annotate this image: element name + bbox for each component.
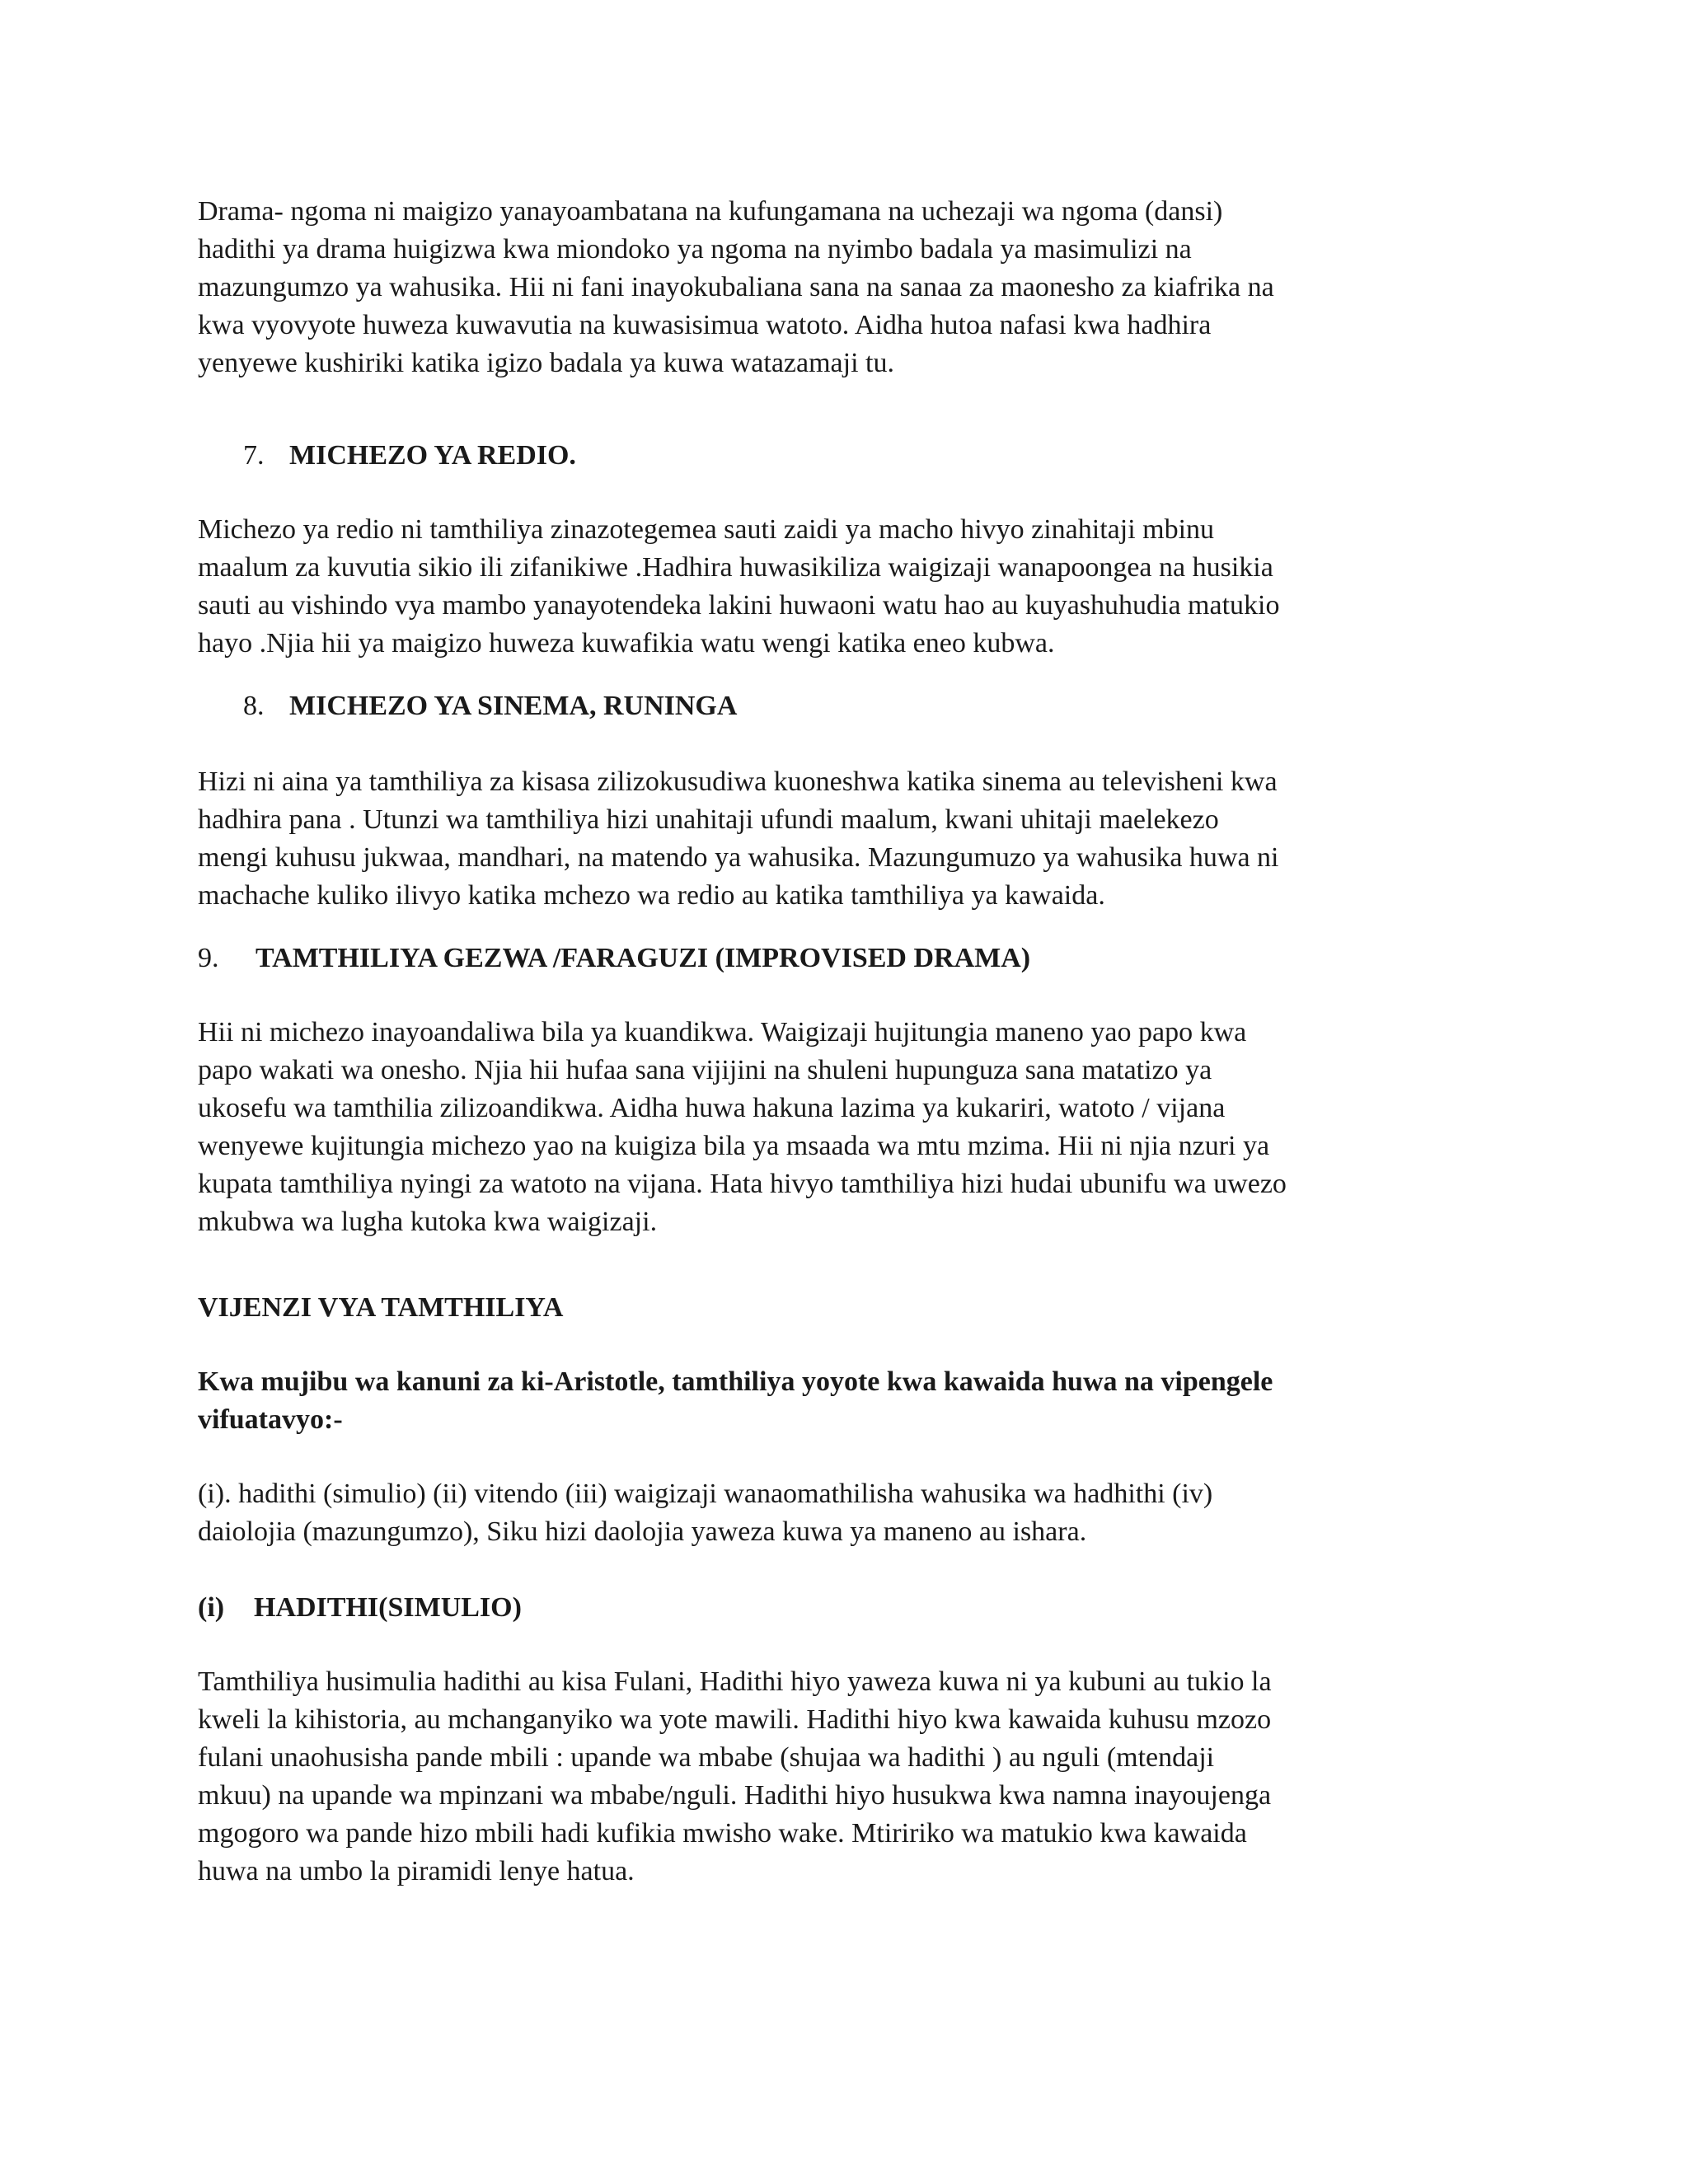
text-line: daiolojia (mazungumzo), Siku hizi daolojia yaweza kuwa ya maneno au ishara.: [198, 1516, 1087, 1547]
text-line: huwa na umbo la piramidi lenye hatua.: [198, 1856, 635, 1886]
paragraph-tamthiliya-gezwa: [198, 1014, 1287, 1241]
text-line: vifuatavyo:-: [198, 1404, 343, 1435]
text-line: Hii ni michezo inayoandaliwa bila ya kuandikwa. Waigizaji hujitungia maneno yao papo kwa: [198, 1017, 1247, 1047]
heading-vijenzi: [198, 1289, 563, 1327]
text-line: kwa vyovyote huweza kuwavutia na kuwasisimua watoto. Aidha hutoa nafasi kwa hadhira: [198, 310, 1212, 340]
text-line: mengi kuhusu jukwaa, mandhari, na matendo ya wahusika. Mazungumuzo ya wahusika huwa ni: [198, 842, 1279, 873]
section-title: HADITHI(SIMULIO): [254, 1592, 522, 1623]
paragraph-aristotle: [198, 1363, 1273, 1439]
text-line: Hizi ni aina ya tamthiliya za kisasa zilizokusudiwa kuoneshwa katika sinema au televisheni kwa: [198, 766, 1278, 797]
section-number: 7.: [243, 440, 265, 471]
text-line: Kwa mujibu wa kanuni za ki-Aristotle, tamthiliya yoyote kwa kawaida huwa na vipengele: [198, 1366, 1273, 1397]
section-number: (i): [198, 1592, 225, 1623]
text-line: sauti au vishindo vya mambo yanayotendeka lakini huwaoni watu hao au kuyashuhudia matukio: [198, 590, 1280, 621]
section-title: TAMTHILIYA GEZWA /FARAGUZI (IMPROVISED DRAMA): [256, 943, 1031, 973]
text-line: ukosefu wa tamthilia zilizoandikwa. Aidha huwa hakuna lazima ya kukariri, watoto / vijana: [198, 1093, 1226, 1123]
text-line: kupata tamthiliya nyingi za watoto na vijana. Hata hivyo tamthiliya hizi hudai ubunifu wa uwezo: [198, 1169, 1287, 1199]
section-title: MICHEZO YA SINEMA, RUNINGA: [289, 691, 738, 721]
text-line: maalum za kuvutia sikio ili zifanikiwe .Hadhira huwasikiliza waigizaji wanapoongea na husikia: [198, 552, 1273, 583]
text-line: mazungumzo ya wahusika. Hii ni fani inayokubaliana sana na sanaa za maonesho za kiafrika na: [198, 272, 1274, 302]
text-line: Tamthiliya husimulia hadithi au kisa Fulani, Hadithi hiyo yaweza kuwa ni ya kubuni au tukio la: [198, 1666, 1272, 1697]
text-line: mkuu) na upande wa mpinzani wa mbabe/nguli. Hadithi hiyo husukwa kwa namna inayoujenga: [198, 1780, 1272, 1811]
text-line: machache kuliko ilivyo katika mchezo wa redio au katika tamthiliya ya kawaida.: [198, 880, 1105, 911]
heading-text: VIJENZI VYA TAMTHILIYA: [198, 1292, 564, 1323]
text-line: wenyewe kujitungia michezo yao na kuigiza bila ya msaada wa mtu mzima. Hii ni njia nzuri ya: [198, 1131, 1270, 1161]
text-line: hayo .Njia hii ya maigizo huweza kuwafikia watu wengi katika eneo kubwa.: [198, 628, 1055, 658]
text-line: yenyewe kushiriki katika igizo badala ya kuwa watazamaji tu.: [198, 348, 894, 378]
section-heading-9: [198, 940, 1030, 977]
paragraph-vipengele-list: [198, 1475, 1212, 1551]
text-line: Drama- ngoma ni maigizo yanayoambatana na kufungamana na uchezaji wa ngoma (dansi): [198, 196, 1223, 227]
section-heading-8: [198, 687, 737, 725]
text-line: hadithi ya drama huigizwa kwa miondoko ya ngoma na nyimbo badala ya masimulizi na: [198, 234, 1192, 265]
text-line: mgogoro wa pande hizo mbili hadi kufikia mwisho wake. Mtiririko wa matukio kwa kawaida: [198, 1818, 1247, 1849]
paragraph-drama-ngoma: [198, 193, 1274, 382]
section-number: 9.: [198, 943, 219, 973]
section-title: MICHEZO YA REDIO.: [289, 440, 576, 471]
paragraph-hadithi: [198, 1663, 1272, 1891]
paragraph-michezo-redio: [198, 511, 1280, 663]
text-line: kweli la kihistoria, au mchanganyiko wa yote mawili. Hadithi hiyo kwa kawaida kuhusu mzozo: [198, 1704, 1272, 1735]
text-line: mkubwa wa lugha kutoka kwa waigizaji.: [198, 1207, 658, 1237]
text-line: Michezo ya redio ni tamthiliya zinazotegemea sauti zaidi ya macho hivyo zinahitaji mbinu: [198, 514, 1215, 545]
section-heading-hadithi: [198, 1589, 522, 1627]
text-line: (i). hadithi (simulio) (ii) vitendo (iii) waigizaji wanaomathilisha wahusika wa hadhithi (iv): [198, 1479, 1213, 1509]
text-line: fulani unaohusisha pande mbili : upande wa mbabe (shujaa wa hadithi ) au nguli (mtendaji: [198, 1742, 1215, 1773]
section-number: 8.: [243, 691, 265, 721]
text-line: papo wakati wa onesho. Njia hii hufaa sana vijijini na shuleni hupunguza sana matatizo ya: [198, 1055, 1212, 1085]
paragraph-michezo-sinema: [198, 763, 1279, 915]
section-heading-7: [198, 437, 576, 475]
text-line: hadhira pana . Utunzi wa tamthiliya hizi unahitaji ufundi maalum, kwani uhitaji maelekezo: [198, 804, 1219, 835]
